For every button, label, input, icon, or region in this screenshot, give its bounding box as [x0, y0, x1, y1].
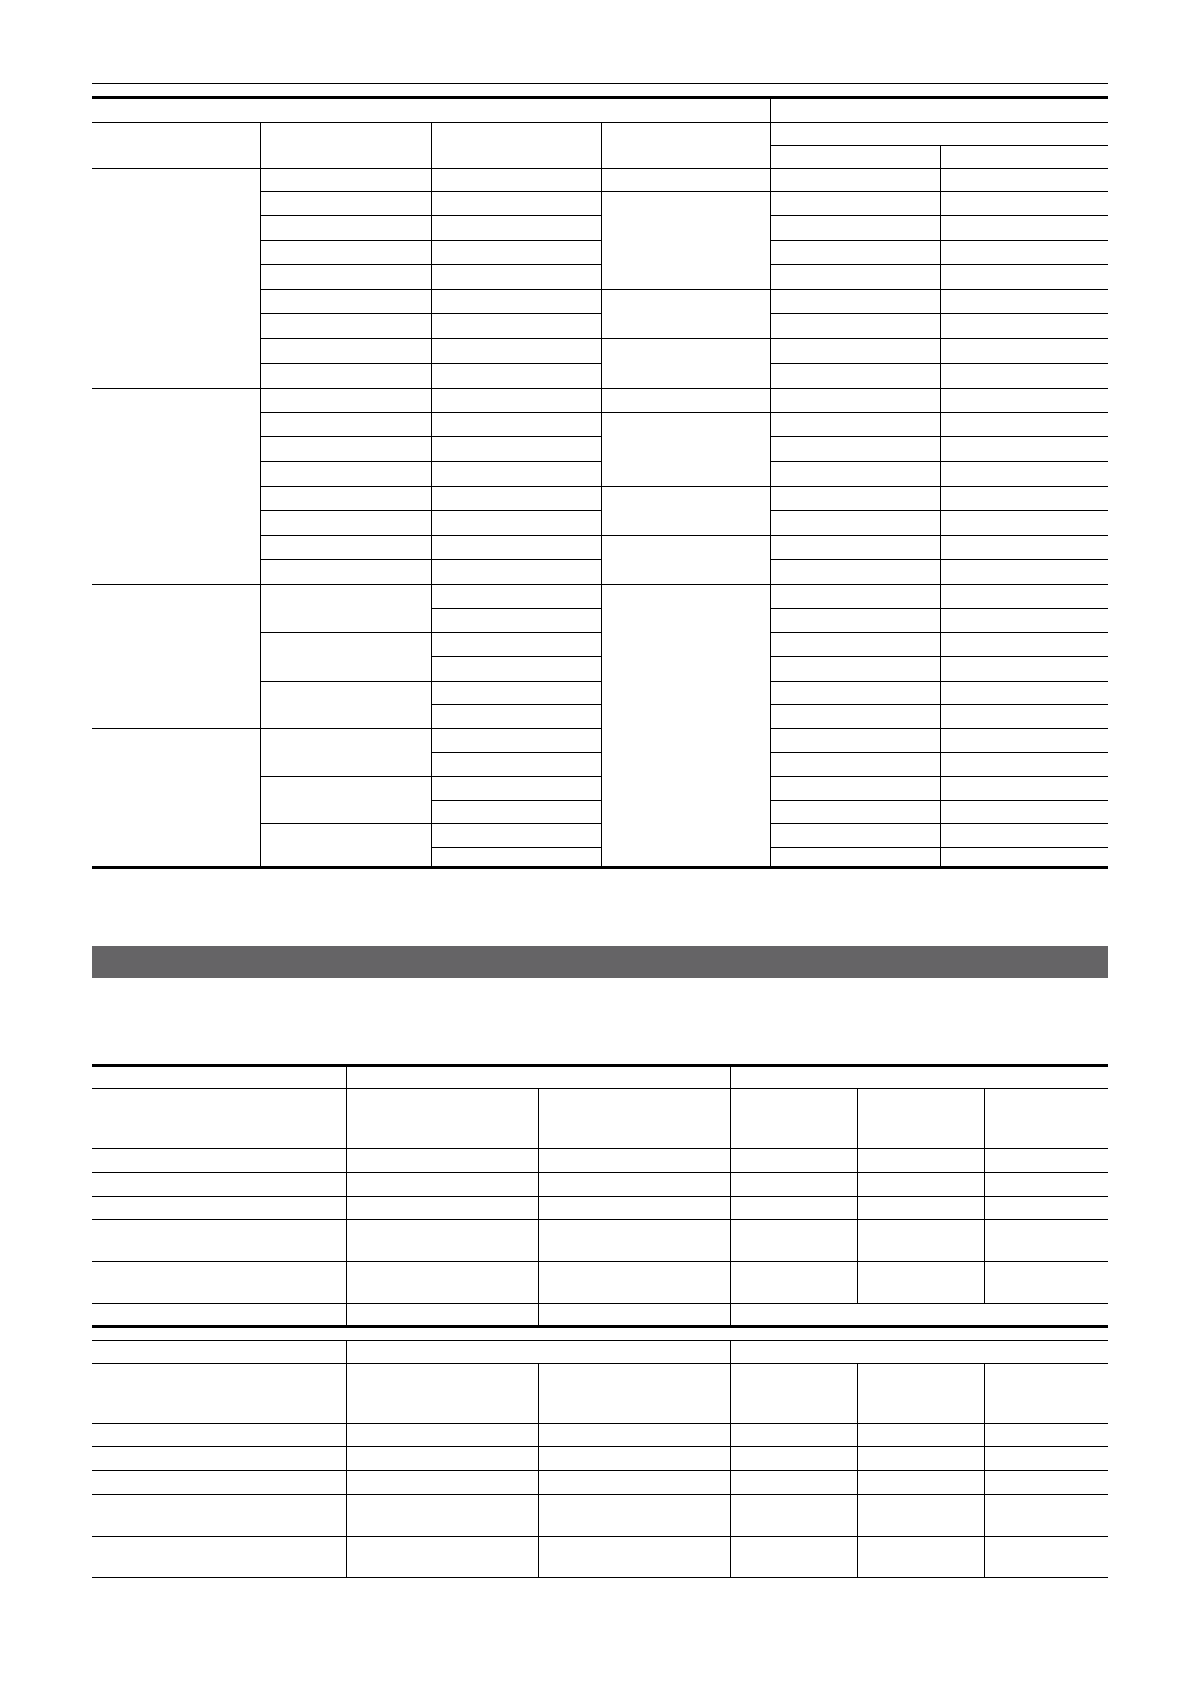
- table-1-row-line: [260, 510, 601, 511]
- table-1-row-line: [770, 608, 1108, 609]
- table-1-row-line: [770, 436, 1108, 437]
- table-1-row-line: [770, 728, 1108, 729]
- table-1-row-line: [260, 681, 601, 682]
- table-2-header-line: [92, 1088, 1108, 1089]
- table-1-subheader-line: [770, 145, 1108, 146]
- table-1-col-1: [260, 122, 261, 868]
- table-3-bottom-border: [92, 1577, 1108, 1578]
- table-3-row-line: [92, 1446, 1108, 1447]
- table-1-row-line: [92, 388, 1108, 389]
- table-2-col-4: [857, 1088, 858, 1303]
- table-1-row-line: [92, 584, 1108, 585]
- table-1-row-line: [260, 191, 601, 192]
- table-1-bottom-border: [92, 866, 1108, 869]
- table-2-row-line: [92, 1196, 1108, 1197]
- table-1-row-line: [260, 412, 1108, 413]
- table-1-row-line: [431, 704, 601, 705]
- table-1-row-line: [770, 752, 1108, 753]
- table-3-col-4: [857, 1363, 858, 1578]
- table-1-row-line: [770, 823, 1108, 824]
- table-2-bottom-border: [92, 1325, 1108, 1328]
- page-top-rule: [92, 83, 1108, 84]
- table-1-row-line: [260, 436, 601, 437]
- table-1-row-line: [260, 264, 601, 265]
- table-1-header-line: [92, 122, 1108, 123]
- section-heading-bar: [92, 946, 1108, 978]
- table-1-row-line: [601, 191, 1108, 192]
- table-1-row-line: [770, 704, 1108, 705]
- table-3-header-bottom: [92, 1423, 1108, 1424]
- table-1-row-line: [770, 559, 1108, 560]
- table-2-col-2: [538, 1088, 539, 1326]
- table-1-row-line: [431, 656, 601, 657]
- table-3-col-1: [346, 1340, 347, 1578]
- table-1-col-2: [431, 122, 432, 868]
- table-3-col-2: [538, 1363, 539, 1578]
- table-1-row-line: [770, 847, 1108, 848]
- table-2-top-border: [92, 1064, 1108, 1067]
- table-3-row-line: [92, 1536, 1108, 1537]
- table-1-row-line: [770, 264, 1108, 265]
- table-1-header-bottom: [92, 168, 1108, 169]
- table-1-row-line: [260, 486, 1108, 487]
- table-1-row-line: [260, 776, 601, 777]
- table-1-row-line: [431, 752, 601, 753]
- table-2-col-5: [984, 1088, 985, 1303]
- table-2-header-bottom: [92, 1148, 1108, 1149]
- table-1-row-line: [770, 215, 1108, 216]
- table-2-col-1: [346, 1064, 347, 1326]
- table-2-row-line: [92, 1303, 1108, 1304]
- table-1-row-line: [770, 461, 1108, 462]
- table-3-header-line: [92, 1363, 1108, 1364]
- table-1-row-line: [770, 776, 1108, 777]
- table-3-col-3: [730, 1340, 731, 1578]
- table-3-col-5: [984, 1363, 985, 1578]
- table-3-row-line: [92, 1494, 1108, 1495]
- table-1-row-line: [260, 535, 1108, 536]
- table-1-row-line: [260, 559, 601, 560]
- table-1-row-line: [260, 215, 601, 216]
- table-1-col-5: [940, 145, 941, 868]
- table-1-row-line: [260, 240, 601, 241]
- table-1-row-line: [770, 632, 1108, 633]
- table-1-row-line: [770, 363, 1108, 364]
- table-1-row-line: [770, 681, 1108, 682]
- table-1-row-line: [260, 338, 1108, 339]
- table-1-col-3: [601, 122, 602, 868]
- table-1-row-line: [770, 313, 1108, 314]
- table-1-row-line: [431, 800, 601, 801]
- table-1-row-line: [431, 608, 601, 609]
- table-3-row-line: [92, 1470, 1108, 1471]
- table-2-row-line: [92, 1219, 1108, 1220]
- table-2-row-line: [92, 1261, 1108, 1262]
- table-1-top-border: [92, 96, 1108, 99]
- table-1-row-line: [260, 632, 601, 633]
- table-1-row-line: [260, 363, 601, 364]
- table-1-row-line: [260, 313, 601, 314]
- table-3-top-border: [92, 1340, 1108, 1341]
- table-1-row-line: [92, 728, 601, 729]
- table-1-row-line: [770, 240, 1108, 241]
- table-1-row-line: [770, 800, 1108, 801]
- table-1-row-line: [770, 656, 1108, 657]
- table-2-col-3: [730, 1064, 731, 1326]
- table-2-row-line: [92, 1172, 1108, 1173]
- table-1-row-line: [260, 289, 1108, 290]
- table-1-row-line: [260, 823, 601, 824]
- table-1-row-line: [260, 461, 601, 462]
- table-1-row-line: [770, 510, 1108, 511]
- table-1-row-line: [431, 847, 601, 848]
